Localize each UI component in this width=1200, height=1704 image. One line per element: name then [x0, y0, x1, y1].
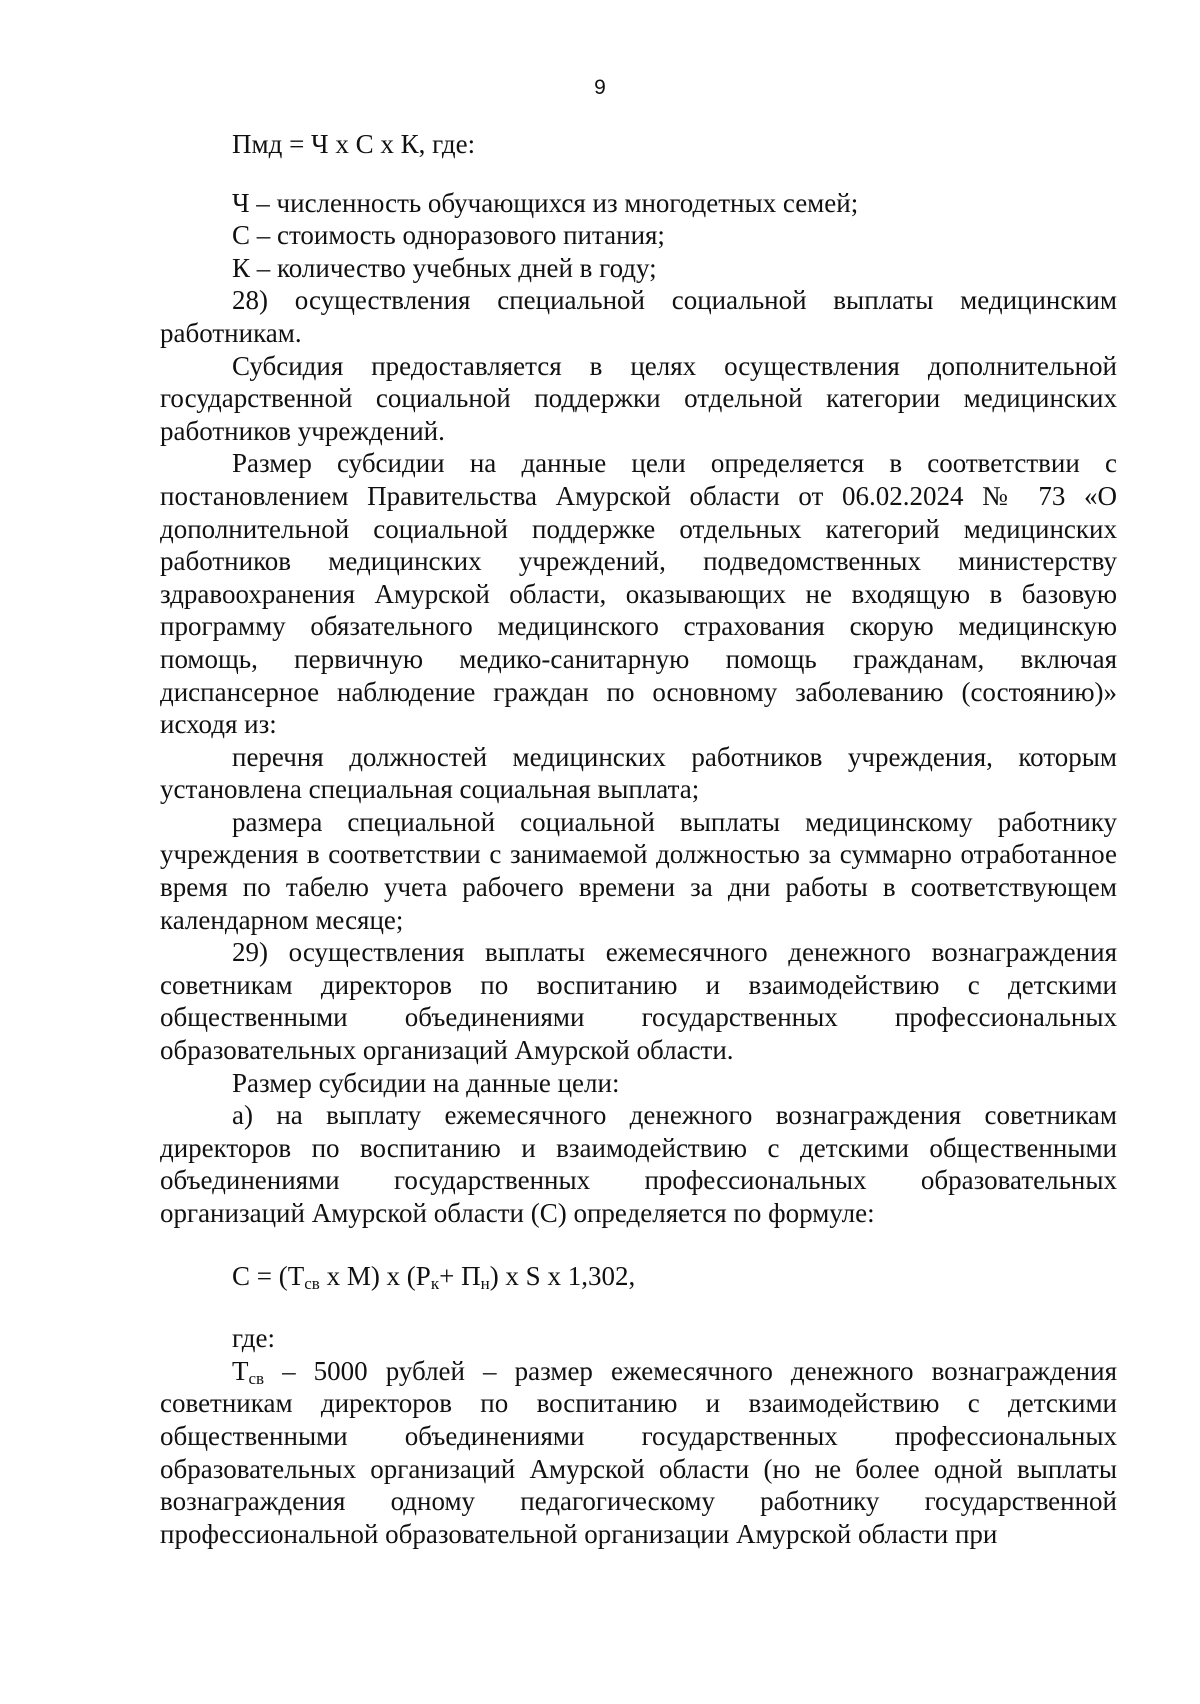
- definition-ch: Ч – численность обучающихся из многодетных семей;: [232, 187, 859, 218]
- where-label: где:: [232, 1323, 275, 1354]
- paragraph-subsidy-purpose: Субсидия предоставляется в целях осуществления дополнительной государственной социальной поддержки отдельной категории медицинских работников учреждений.: [160, 350, 1117, 446]
- definition-k: К – количество учебных дней в году;: [232, 252, 657, 283]
- formula-pmd: Пмд = Ч х С х К, где:: [232, 129, 476, 159]
- definition-tsv: $Т_{св} - 5000$ рублей – размер ежемесячного денежного вознаграждения советникам директоров по воспитанию и взаимодействию с детскими общественными объединениями государственных профессиональных образовательных организаций Амурской области (но не более одной выплаты вознаграждения одному педагогическому работнику государственной профессиональной образовательной организации Амурской области при: [160, 1355, 1117, 1549]
- size-intro: Размер субсидии на данные цели:: [232, 1067, 620, 1098]
- item-28: 28) осуществления специальной социальной выплаты медицинским работникам.: [160, 285, 1117, 348]
- definition-s: С – стоимость одноразового питания;: [232, 220, 665, 251]
- document-body: [160, 128, 1117, 1550]
- page-number: 9: [594, 76, 606, 99]
- formula-c: $С = (Т_{св}$ х М) х $(Р_к+ П_н)$ х S х 1,302,: [232, 1260, 636, 1293]
- basis-payment-amount: размера специальной социальной выплаты медицинскому работнику учреждения в соответствии с занимаемой должностью за суммарно отработанное время по табелю учета рабочего времени за дни работы в соответствующем календарном месяце;: [160, 806, 1117, 935]
- item-29: 29) осуществления выплаты ежемесячного денежного вознаграждения советникам директоров по воспитанию и взаимодействию с детскими общественными объединениями государственных профессиональных образовательных организаций Амурской области.: [160, 937, 1117, 1066]
- paragraph-subsidy-size: Размер субсидии на данные цели определяется в соответствии с постановлением Правительства Амурской области от 06.02.2024 № 73 «О дополнительной социальной поддержке отдельных категорий медицинских работников медицинских учреждений, подведомственных министерству здравоохранения Амурской области, оказывающих не входящую в базовую программу обязательного медицинского страхования скорую медицинскую помощь, первичную медико-санитарную помощь гражданам, включая диспансерное наблюдение граждан по основному заболеванию (состоянию)» исходя из:: [160, 448, 1117, 740]
- subitem-a: а) на выплату ежемесячного денежного вознаграждения советникам директоров по воспитанию и взаимодействию с детскими общественными объединениями государственных профессиональных образовательных организаций Амурской области (С) определяется по формуле:: [160, 1100, 1117, 1228]
- basis-positions-list: перечня должностей медицинских работников учреждения, которым установлена специальная социальная выплата;: [160, 741, 1117, 805]
